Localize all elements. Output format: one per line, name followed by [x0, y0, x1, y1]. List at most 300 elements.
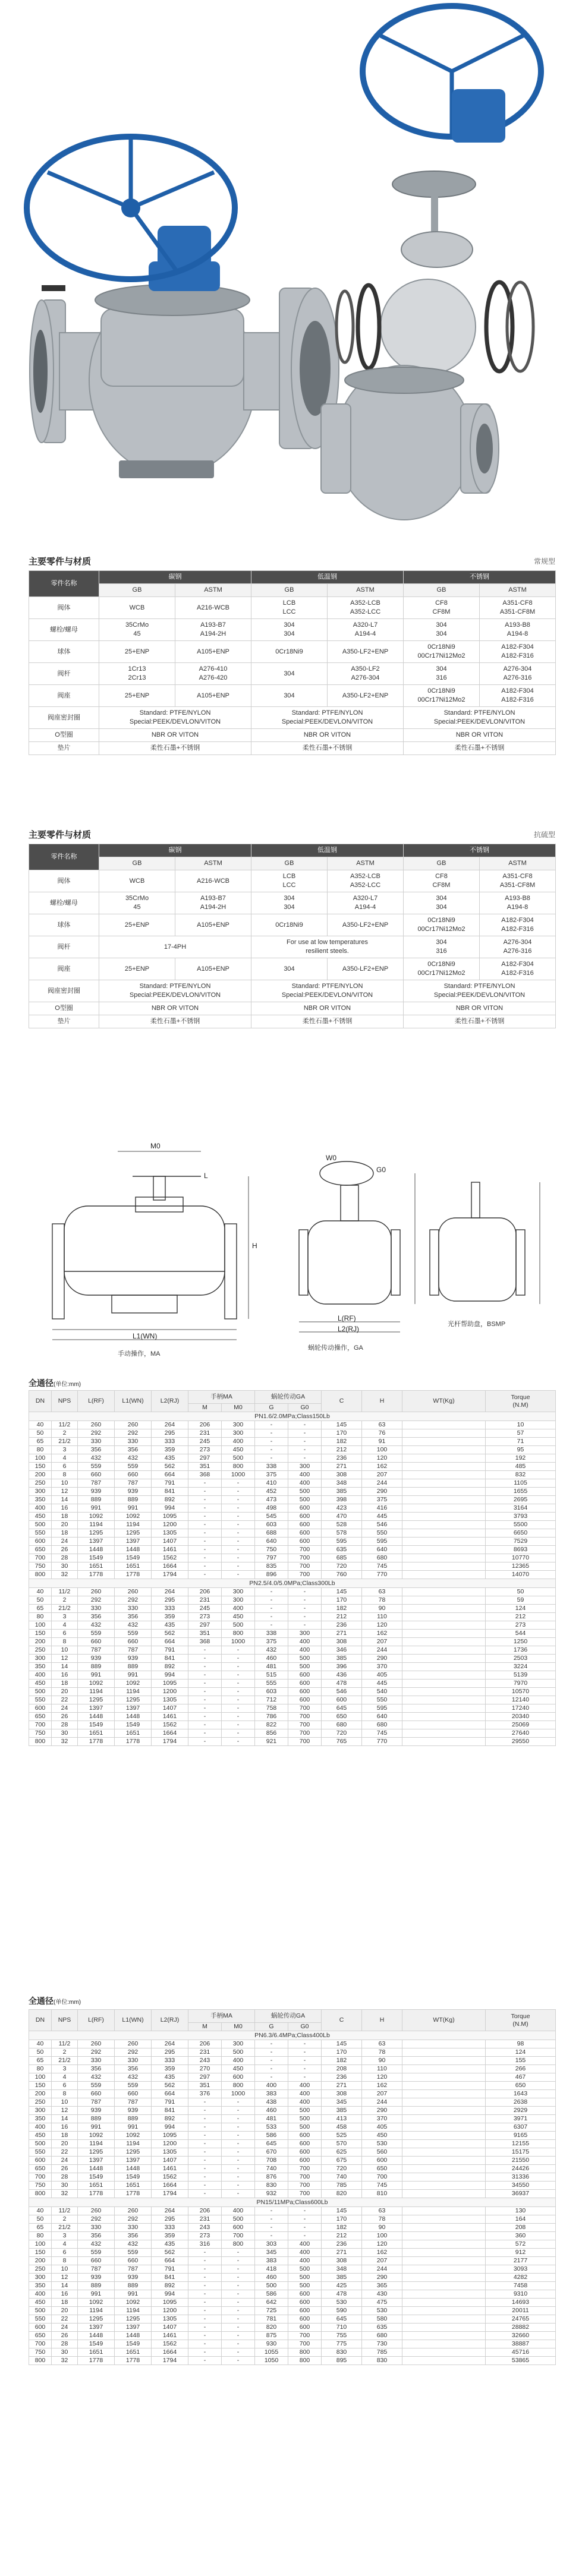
table-cell: 1651 — [115, 1562, 152, 1571]
table-cell: - — [222, 1554, 255, 1562]
table-cell: 50 — [486, 1588, 556, 1596]
table-cell: 660 — [78, 1471, 115, 1479]
table-cell: 603 — [255, 1521, 288, 1529]
table-cell: 994 — [152, 1504, 188, 1513]
table-cell: 896 — [255, 1571, 288, 1579]
table-cell: 304 304 — [404, 892, 480, 914]
table-cell: 271 — [322, 1630, 362, 1638]
table-cell: - — [288, 2065, 322, 2073]
table-cell: 435 — [152, 1621, 188, 1630]
table-cell: 356 — [115, 2232, 152, 2240]
table-cell: 720 — [322, 1729, 362, 1738]
table-row — [29, 1605, 556, 1613]
table-cell: NBR OR VITON — [404, 729, 556, 742]
table-cell: 244 — [362, 1479, 402, 1488]
table-cell: 8693 — [486, 1546, 556, 1554]
table-cell: 356 — [115, 1613, 152, 1621]
table-cell: 400 — [288, 2098, 322, 2107]
table-cell: 1092 — [115, 2299, 152, 2307]
table-cell: - — [188, 1496, 222, 1504]
table-cell: - — [222, 2123, 255, 2132]
table-cell: For use at low temperatures resilient steels. — [251, 936, 404, 958]
table-cell: 787 — [115, 1479, 152, 1488]
table-cell — [402, 2224, 486, 2232]
table-cell: 10 — [52, 2098, 78, 2107]
table-cell: 206 — [188, 1421, 222, 1429]
table-cell: - — [222, 2107, 255, 2115]
table-cell: 675 — [322, 2157, 362, 2165]
table-cell: 231 — [188, 1596, 222, 1605]
table-cell: 1200 — [152, 2307, 188, 2315]
table-cell — [402, 2257, 486, 2265]
table-cell: 562 — [152, 2249, 188, 2257]
table-cell: 820 — [255, 2324, 288, 2332]
table-cell: 10 — [486, 1421, 556, 1429]
table-cell: 1549 — [115, 2340, 152, 2348]
table-cell: 750 — [29, 1562, 52, 1571]
table-cell: A276-304 A276-316 — [480, 663, 556, 685]
table-cell: A193-B7 A194-2H — [175, 619, 251, 641]
table-cell: 1448 — [78, 2165, 115, 2173]
table-cell: - — [188, 1688, 222, 1696]
table-cell: 292 — [115, 2048, 152, 2057]
table-cell — [402, 2065, 486, 2073]
table-cell: 8 — [52, 1638, 78, 1646]
table-cell: - — [288, 1454, 322, 1463]
table-cell — [402, 2173, 486, 2182]
table-cell: 800 — [29, 2357, 52, 2365]
table-cell: 889 — [78, 1663, 115, 1671]
table-cell: 400 — [29, 2290, 52, 2299]
table-cell: 0Cr18Ni9 — [251, 641, 328, 663]
table-cell — [402, 1504, 486, 1513]
table-row — [29, 729, 556, 742]
table-cell: 14693 — [486, 2299, 556, 2307]
table-cell: 1Cr13 2Cr13 — [99, 663, 175, 685]
table-row — [29, 2140, 556, 2148]
table-cell: 600 — [288, 2148, 322, 2157]
header-cell: WT(Kg) — [402, 2010, 486, 2031]
table-cell: 12365 — [486, 1562, 556, 1571]
table-cell: 400 — [288, 1646, 322, 1655]
table-cell: 1295 — [115, 2148, 152, 2157]
table-cell: 700 — [288, 1729, 322, 1738]
table-cell: - — [188, 2282, 222, 2290]
table-cell: 78 — [362, 2048, 402, 2057]
table-cell — [402, 1538, 486, 1546]
table-cell: 1397 — [115, 1538, 152, 1546]
table-row — [29, 1621, 556, 1630]
table-cell: - — [188, 2140, 222, 2148]
table-cell — [402, 1663, 486, 1671]
table-cell: 300 — [222, 1588, 255, 1596]
table-row — [29, 2123, 556, 2132]
table-cell: - — [188, 1721, 222, 1729]
table-row — [29, 2073, 556, 2082]
table-cell: 745 — [362, 2182, 402, 2190]
table-cell — [402, 2190, 486, 2198]
table-cell: 1407 — [152, 1704, 188, 1713]
table-cell: 710 — [322, 2324, 362, 2332]
table-cell: 500 — [29, 1688, 52, 1696]
table-cell: 530 — [362, 2140, 402, 2148]
table-row — [29, 2098, 556, 2107]
table-cell: 1778 — [115, 1571, 152, 1579]
table-cell: 385 — [322, 2274, 362, 2282]
table-cell: 356 — [78, 1613, 115, 1621]
table-cell: 236 — [322, 1621, 362, 1630]
table-cell: - — [222, 2098, 255, 2107]
table-cell: 5139 — [486, 1671, 556, 1680]
table-cell: - — [288, 2207, 322, 2215]
table-cell: 797 — [255, 1554, 288, 1562]
table-row — [29, 597, 556, 619]
table-cell: 600 — [288, 2299, 322, 2307]
table-cell: 1794 — [152, 2190, 188, 2198]
table-cell: 650 — [362, 2165, 402, 2173]
table-cell: 750 — [29, 2182, 52, 2190]
table-cell: 30 — [52, 2348, 78, 2357]
table-cell: 1549 — [115, 2173, 152, 2182]
table-cell: 1194 — [115, 1521, 152, 1529]
dim-unit: (单位:mm) — [54, 1381, 81, 1388]
table-cell: 590 — [322, 2307, 362, 2315]
table-cell: 7529 — [486, 1538, 556, 1546]
table-cell: 80 — [29, 2232, 52, 2240]
table-row — [29, 2224, 556, 2232]
table-cell: - — [188, 1554, 222, 1562]
table-cell: 292 — [78, 1596, 115, 1605]
table-cell: 1194 — [115, 2140, 152, 2148]
label-lrf: L(RF) — [338, 1314, 356, 1322]
table-cell: 841 — [152, 1488, 188, 1496]
label-l: L — [204, 1172, 208, 1180]
table-cell: 63 — [362, 2207, 402, 2215]
table-cell: 664 — [152, 2257, 188, 2265]
table-cell: 231 — [188, 2215, 222, 2224]
table-row — [29, 2257, 556, 2265]
table-cell: 368 — [188, 1471, 222, 1479]
table-cell: 423 — [322, 1504, 362, 1513]
table-row — [29, 2290, 556, 2299]
table-cell: 1794 — [152, 1738, 188, 1746]
drawing-manual — [52, 1151, 248, 1340]
table-cell: 800 — [29, 2190, 52, 2198]
table-cell: - — [222, 2182, 255, 2190]
table-cell: 586 — [255, 2132, 288, 2140]
table-cell: 30 — [52, 1729, 78, 1738]
table-row — [29, 1554, 556, 1562]
table-cell: 841 — [152, 2107, 188, 2115]
table-cell: 450 — [222, 1613, 255, 1621]
table-cell: CF8 CF8M — [404, 597, 480, 619]
table-cell: 1092 — [78, 1680, 115, 1688]
table-row — [29, 1446, 556, 1454]
table-cell: 939 — [78, 1488, 115, 1496]
table-cell: 柔性石墨+不锈钢 — [404, 742, 556, 755]
header-cell: Torque (N.M) — [486, 2010, 556, 2031]
table-cell: 50 — [29, 1596, 52, 1605]
table-cell: 533 — [255, 2123, 288, 2132]
table-cell — [402, 2115, 486, 2123]
table-row — [29, 2315, 556, 2324]
table-cell — [402, 2048, 486, 2057]
table-cell: 400 — [222, 1438, 255, 1446]
table-cell: 16 — [52, 1504, 78, 1513]
table-cell — [402, 2140, 486, 2148]
table-cell — [402, 2107, 486, 2115]
header-row — [29, 2010, 556, 2023]
header-cell: L1(WN) — [115, 2010, 152, 2031]
table-cell: - — [222, 1729, 255, 1738]
table-cell: 460 — [255, 2274, 288, 2282]
table-cell: 1461 — [152, 2332, 188, 2340]
table-cell: 650 — [29, 2165, 52, 2173]
table-cell: 700 — [288, 1721, 322, 1729]
table-cell: 1397 — [115, 1704, 152, 1713]
table-cell: 800 — [288, 2348, 322, 2357]
table-cell: 500 — [222, 2048, 255, 2057]
table-cell: 2638 — [486, 2098, 556, 2107]
dim-title: 全通径 — [29, 1996, 54, 2006]
table-cell: 425 — [322, 2282, 362, 2290]
table-cell: 78 — [362, 1596, 402, 1605]
table-cell: 145 — [322, 2207, 362, 2215]
table-cell: 351 — [188, 1463, 222, 1471]
table-cell: 500 — [29, 2307, 52, 2315]
table-cell: - — [288, 1621, 322, 1630]
table-cell: 467 — [486, 2073, 556, 2082]
table-cell: 760 — [322, 1571, 362, 1579]
table-cell: 330 — [115, 1438, 152, 1446]
table-cell: 664 — [152, 1638, 188, 1646]
table-cell: - — [222, 1529, 255, 1538]
table-cell: 250 — [29, 2265, 52, 2274]
table-cell: 600 — [29, 2157, 52, 2165]
header-cell: C — [322, 1391, 362, 1412]
table-cell: 120 — [362, 1454, 402, 1463]
header-cell: 蜗轮传动GA — [255, 2010, 322, 2023]
table-cell: 680 — [362, 1721, 402, 1729]
table-cell: 25069 — [486, 1721, 556, 1729]
subheader-cell: M0 — [222, 1404, 255, 1412]
table-cell: 20 — [52, 2140, 78, 2148]
drawing-gear — [299, 1161, 415, 1332]
table-cell: A276-304 A276-316 — [480, 936, 556, 958]
table-cell: 17240 — [486, 1704, 556, 1713]
table-cell: 889 — [78, 2282, 115, 2290]
table-cell: - — [188, 2357, 222, 2365]
table-cell: 308 — [322, 1638, 362, 1646]
table-cell: 120 — [362, 2240, 402, 2249]
table-cell: 236 — [322, 2073, 362, 2082]
table-cell: 16 — [52, 2290, 78, 2299]
table-row — [29, 1613, 556, 1621]
table-cell: - — [288, 1429, 322, 1438]
table-cell — [402, 2340, 486, 2348]
table-cell: 700 — [288, 1713, 322, 1721]
table-cell: 63 — [362, 1421, 402, 1429]
table-cell: 1778 — [78, 2357, 115, 2365]
table-cell: 385 — [322, 2107, 362, 2115]
table-cell — [402, 2290, 486, 2299]
table-row — [29, 2040, 556, 2048]
table-cell: 770 — [362, 1738, 402, 1746]
table-cell: 236 — [322, 1454, 362, 1463]
table-row — [29, 2249, 556, 2257]
table-cell: 24 — [52, 1704, 78, 1713]
table-cell: 1050 — [255, 2357, 288, 2365]
table-row — [29, 1538, 556, 1546]
table-cell: 1664 — [152, 1562, 188, 1571]
table-cell: 22 — [52, 2315, 78, 2324]
table-cell: - — [188, 2173, 222, 2182]
table-cell: 550 — [29, 1529, 52, 1538]
table-cell: 700 — [288, 1738, 322, 1746]
table-cell: Standard: PTFE/NYLON Special:PEEK/DEVLON/VITON — [99, 707, 251, 729]
section-tag: 常规型 — [533, 557, 555, 566]
table-cell: 820 — [322, 2190, 362, 2198]
table-cell: A182-F304 A182-F316 — [480, 641, 556, 663]
table-cell: 550 — [362, 1696, 402, 1704]
table-row — [29, 2357, 556, 2365]
table-cell: 292 — [115, 1596, 152, 1605]
header-cell: C — [322, 2010, 362, 2031]
header-cell: Torque (N.M) — [486, 1391, 556, 1412]
table-cell: 170 — [322, 2215, 362, 2224]
table-row — [29, 1015, 556, 1028]
table-row — [29, 2332, 556, 2340]
table-cell: 297 — [188, 1454, 222, 1463]
table-cell: 562 — [152, 1463, 188, 1471]
table-cell: 700 — [288, 2173, 322, 2182]
table-cell: 450 — [222, 1446, 255, 1454]
table-cell: 1092 — [78, 2299, 115, 2307]
table-cell: 650 — [486, 2082, 556, 2090]
table-cell: 991 — [115, 1671, 152, 1680]
table-cell: - — [222, 1713, 255, 1721]
table-cell: 750 — [29, 1729, 52, 1738]
table-cell: 445 — [362, 1680, 402, 1688]
table-cell: 1095 — [152, 1680, 188, 1688]
table-cell: 200 — [29, 2090, 52, 2098]
table-cell — [402, 2299, 486, 2307]
table-cell: 1092 — [115, 2132, 152, 2140]
table-cell: 452 — [255, 1488, 288, 1496]
table-cell: 1651 — [115, 2348, 152, 2357]
table-cell: - — [188, 1680, 222, 1688]
table-cell: - — [222, 2274, 255, 2282]
table-cell: A352-LCB A352-LCC — [328, 597, 404, 619]
table-cell: 450 — [29, 1680, 52, 1688]
table-cell: - — [222, 2307, 255, 2315]
table-row — [29, 1571, 556, 1579]
table-cell: 1461 — [152, 1713, 188, 1721]
table-cell: 750 — [255, 1546, 288, 1554]
table-cell: 1200 — [152, 2140, 188, 2148]
table-cell: 650 — [29, 1713, 52, 1721]
table-cell: 787 — [78, 2098, 115, 2107]
table-cell: 939 — [115, 1488, 152, 1496]
caption-gear: 蜗轮传动操作，GA — [308, 1344, 363, 1352]
table-cell: 1448 — [78, 1546, 115, 1554]
table-cell: 304 316 — [404, 663, 480, 685]
table-cell — [402, 1613, 486, 1621]
table-cell: 432 — [78, 2240, 115, 2249]
table-cell — [402, 1446, 486, 1454]
header-cell: 不锈钢 — [404, 571, 556, 584]
table-cell: 98 — [486, 2040, 556, 2048]
table-cell: 1448 — [115, 1713, 152, 1721]
table-row — [29, 1696, 556, 1704]
table-cell: 345 — [255, 2249, 288, 2257]
table-cell: 550 — [362, 1529, 402, 1538]
table-cell: 3093 — [486, 2265, 556, 2274]
header-cell: L(RF) — [78, 1391, 115, 1412]
table-row — [29, 2282, 556, 2290]
table-cell: 3 — [52, 1446, 78, 1454]
table-cell: 700 — [29, 1554, 52, 1562]
table-cell: - — [188, 1696, 222, 1704]
table-cell: 1448 — [115, 1546, 152, 1554]
table-cell: 18 — [52, 1513, 78, 1521]
table-cell: 1549 — [115, 1554, 152, 1562]
table-cell: 50 — [29, 2048, 52, 2057]
table-cell: 685 — [322, 1554, 362, 1562]
table-cell: 544 — [486, 1630, 556, 1638]
table-cell: 500 — [29, 1521, 52, 1529]
table-cell: 295 — [152, 1596, 188, 1605]
table-cell: 260 — [115, 2040, 152, 2048]
table-cell: 207 — [362, 1471, 402, 1479]
table-cell: 994 — [152, 1671, 188, 1680]
table-cell: - — [188, 2307, 222, 2315]
table-cell: 892 — [152, 1496, 188, 1504]
table-cell: 450 — [29, 1513, 52, 1521]
drawing-bare-stem — [430, 1182, 540, 1304]
table-cell: 300 — [288, 1630, 322, 1638]
table-cell: A182-F304 A182-F316 — [480, 958, 556, 980]
header-cell: 低温钢 — [251, 844, 404, 857]
table-cell — [402, 2082, 486, 2090]
table-cell: 600 — [288, 2290, 322, 2299]
table-cell: 1295 — [78, 1696, 115, 1704]
table-cell — [402, 1621, 486, 1630]
table-cell: A182-F304 A182-F316 — [480, 685, 556, 707]
subheader-cell: GB — [99, 857, 175, 870]
table-cell: NBR OR VITON — [99, 1002, 251, 1015]
table-cell: 383 — [255, 2257, 288, 2265]
table-cell: 580 — [362, 2315, 402, 2324]
table-cell: 787 — [115, 1646, 152, 1655]
table-cell: 921 — [255, 1738, 288, 1746]
table-row — [29, 2299, 556, 2307]
table-cell: 595 — [362, 1704, 402, 1713]
table-cell: 991 — [78, 2123, 115, 2132]
materials-section-header-standard — [29, 553, 555, 568]
table-cell: 436 — [322, 1671, 362, 1680]
table-cell — [402, 1588, 486, 1596]
table-cell: 40 — [29, 2207, 52, 2215]
table-row — [29, 2215, 556, 2224]
table-cell: 10 — [52, 1479, 78, 1488]
table-cell: - — [222, 1496, 255, 1504]
table-cell: - — [222, 1538, 255, 1546]
table-cell: 24426 — [486, 2165, 556, 2173]
table-cell: 562 — [152, 2082, 188, 2090]
table-cell — [402, 1429, 486, 1438]
table-cell: 3224 — [486, 1663, 556, 1671]
